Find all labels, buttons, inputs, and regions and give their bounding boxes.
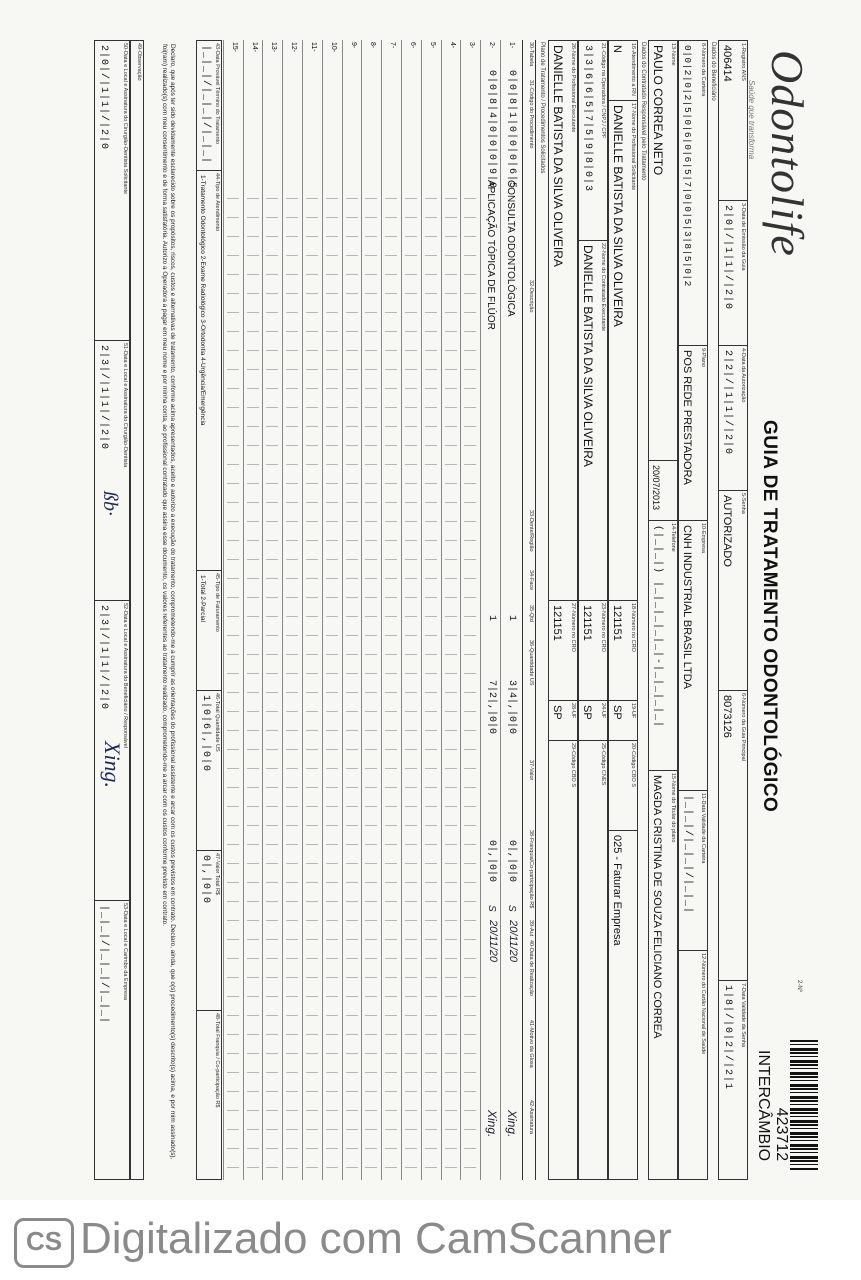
table-row[interactable] bbox=[243, 40, 263, 1180]
form-title: GUIA DE TRATAMENTO ODONTOLÓGICO bbox=[759, 420, 780, 813]
table-row[interactable] bbox=[262, 40, 282, 1180]
contratado-row-3 bbox=[548, 40, 578, 1180]
senha-label: 5-Senha bbox=[740, 493, 746, 514]
nome-label: 13-Nome bbox=[670, 43, 676, 66]
guide-info-row bbox=[718, 40, 748, 1180]
nascimento-cell bbox=[649, 461, 677, 521]
col-tabela: 30-Tabela bbox=[528, 42, 534, 67]
carteira-cell bbox=[679, 41, 707, 346]
guide-number-block bbox=[754, 1050, 790, 1161]
uf-contratado-cell bbox=[579, 701, 607, 741]
procedure-qtd[interactable]: 1 bbox=[506, 615, 517, 622]
executante-cell bbox=[549, 41, 577, 601]
cns-cell bbox=[679, 951, 707, 1179]
cbo-cell bbox=[609, 741, 637, 831]
telefone-value[interactable]: (|_|_|) |_|_|_|_|_|-|_|_|_|_| bbox=[652, 525, 663, 729]
executante-value[interactable]: DANIELLE BATISTA DA SILVA OLIVEIRA bbox=[551, 45, 565, 267]
table-row[interactable] bbox=[381, 40, 401, 1180]
empty-row-boxes bbox=[266, 180, 278, 1180]
table-row[interactable] bbox=[500, 40, 520, 1180]
camscanner-watermark bbox=[0, 1200, 861, 1280]
assinatura-executante-date[interactable]: 2|3|/|1|1|/|2|0 bbox=[98, 345, 109, 451]
row-number: 4- bbox=[448, 42, 456, 49]
profissional-label: 17-Nome do Profissional Solicitante bbox=[630, 103, 636, 191]
registro-ans-label: 1-Registro ANS bbox=[740, 43, 746, 81]
titular-label: 15-Nome do Titular do plano bbox=[670, 773, 676, 843]
procedure-qty-us[interactable]: 7|2|,|0|0 bbox=[486, 680, 498, 735]
beneficiario-row-1 bbox=[678, 40, 708, 1180]
assinatura-executante-label: 51-Data e Local e Assinatura do Cirurgião-Dentista bbox=[122, 343, 128, 468]
row-number: 11- bbox=[310, 42, 317, 52]
uf-executante-value[interactable]: SP bbox=[551, 705, 563, 720]
plano-cell bbox=[679, 346, 707, 521]
empresa-value[interactable]: CNH INDUSTRIAL BRASIL LTDA bbox=[681, 525, 693, 690]
total-franquia-cell bbox=[197, 1011, 221, 1179]
data-validade-cell bbox=[719, 981, 747, 1179]
cnes-label: 25-Código CNES bbox=[600, 743, 606, 786]
tipo-faturamento-cell bbox=[197, 571, 221, 691]
procedure-date[interactable]: 20/11/20 bbox=[487, 920, 500, 963]
codigo-operadora-label: 21-Código na Operadora / CNPJ / CPF bbox=[600, 43, 606, 139]
col-motivo: 41-Motivo da Glosa bbox=[528, 1020, 534, 1068]
rn-cell bbox=[609, 41, 637, 101]
total-us-cell bbox=[197, 691, 221, 851]
valor-total-value[interactable]: 0|,|0|0 bbox=[200, 855, 211, 905]
carimbo-empresa-date[interactable]: |_|_|/|_|_|/|_|_| bbox=[98, 905, 109, 1025]
procedimentos-header bbox=[522, 40, 536, 1180]
cro-contratado-label: 23-Número no CRO bbox=[600, 603, 606, 652]
guia-principal-value[interactable]: 8073126 bbox=[721, 695, 733, 738]
barcode bbox=[790, 1040, 818, 1170]
carimbo-empresa-label: 53-Data e Local e Carimbo da Empresa bbox=[122, 903, 128, 1000]
data-autorizacao-value[interactable]: 2|2|/|1|1|/|2|0 bbox=[722, 350, 733, 456]
nome-cell bbox=[649, 41, 677, 461]
nome-value[interactable]: PAULO CORREA NETO bbox=[651, 45, 665, 176]
col-aut: 39-Aut bbox=[528, 920, 534, 937]
col-codigo: 31-Código do Procedimento bbox=[528, 80, 534, 149]
procedure-aut[interactable]: S bbox=[506, 905, 517, 912]
contratado-section-label: Dados do Contratado Responsável pelo Tratamento bbox=[640, 42, 646, 181]
empty-row-boxes bbox=[365, 180, 377, 1180]
totais-row bbox=[196, 40, 222, 1180]
data-autorizacao-label: 4-Data da Autorização bbox=[740, 348, 746, 403]
table-row[interactable] bbox=[342, 40, 362, 1180]
version-mark: 2-Nº bbox=[796, 980, 802, 992]
data-autorizacao-cell bbox=[719, 346, 747, 491]
row-number: 14- bbox=[250, 42, 258, 53]
col-valor: 37-Valor bbox=[528, 760, 534, 781]
observacao-row bbox=[130, 40, 144, 1180]
assinatura-beneficiario-label: 52-Data e Local e Assinatura do Beneficiário / Responsável bbox=[122, 603, 128, 748]
uf-contratado-label: 24-UF bbox=[600, 703, 606, 719]
plano-value[interactable]: POS REDE PRESTADORA bbox=[681, 350, 693, 485]
col-descricao: 32-Descrição bbox=[528, 280, 534, 313]
data-termino-label: 43-Data Provável Término do Tratamento bbox=[214, 43, 220, 145]
empty-row-boxes bbox=[306, 180, 318, 1180]
observacao-label: 49-Observação bbox=[136, 43, 142, 81]
profissional-cell bbox=[609, 101, 637, 601]
procedure-qtd[interactable]: 1 bbox=[486, 615, 498, 622]
col-qtd: 35-Qtd bbox=[528, 605, 534, 622]
tipo-atendimento-options[interactable]: 1-Tratamento Odontológico 2-Exame Radiológico 3-Ortodontia 4-Urgência/Emergência bbox=[199, 175, 206, 426]
table-row[interactable] bbox=[361, 40, 381, 1180]
validade-carteira-cell bbox=[679, 791, 707, 951]
procedure-description[interactable]: CONSULTA ODONTOLÓGICA bbox=[505, 180, 516, 317]
cro-executante-value[interactable]: 121151 bbox=[551, 605, 563, 641]
col-data: 40-Data de Realização bbox=[528, 940, 534, 996]
cro-executante-label: 27-Número no CRO bbox=[570, 603, 576, 652]
row-number: 9- bbox=[349, 42, 357, 49]
nascimento-value[interactable]: 20/07/2013 bbox=[651, 465, 661, 511]
faturar-cell bbox=[609, 831, 637, 1179]
procedure-description[interactable]: APLICAÇÃO TÓPICA DE FLÚOR bbox=[485, 180, 497, 330]
validade-carteira-label: 11-Data Validade da Carteira bbox=[700, 793, 706, 864]
executante-signature: ßb· bbox=[99, 491, 121, 516]
cro-contratado-value[interactable]: 121151 bbox=[581, 605, 593, 641]
procedure-qty-us[interactable]: 3|4|,|0|0 bbox=[506, 680, 517, 735]
row-number: 8- bbox=[369, 42, 377, 49]
uf-contratado-value[interactable]: SP bbox=[581, 705, 593, 720]
assinatura-beneficiario-date[interactable]: 2|3|/|1|1|/|2|0 bbox=[98, 605, 109, 711]
data-validade-label: 7-Data Validade da Senha bbox=[740, 983, 746, 1048]
plano-label: 9-Plano bbox=[700, 348, 706, 367]
assinatura-beneficiario-cell bbox=[95, 601, 129, 901]
procedure-code[interactable]: 0|0|8|1|0|0|0|6|5 bbox=[506, 70, 517, 190]
row-number: 6- bbox=[409, 42, 416, 49]
registro-ans-cell bbox=[719, 41, 747, 201]
cro-cell bbox=[609, 601, 637, 701]
data-emissao-cell bbox=[719, 201, 747, 346]
procedimentos-section-label: Plano de Tratamento / Procedimentos Solicitados bbox=[539, 42, 545, 174]
empresa-label: 10-Empresa bbox=[700, 523, 706, 553]
table-row[interactable] bbox=[322, 40, 342, 1180]
data-termino-value[interactable]: |_|_|/|_|_|/|_|_| bbox=[200, 45, 211, 165]
declaration-text: Declaro, que após ter sido devidamente esclarecido sobre os propósitos, riscos, custos e alternativas de tratamento, conforme acima apresentados, aceito e autorizo a execução do tratamento, comprometendo-me a cumprir as orientações do profissional assistente e arcar com os custos previstos em contrato. Declaro, ainda, que o(s) procedimento(s) descrito(s) acima, e por mim assinado(s), foi(ram) realizado(s) com meu consentimento e de forma satisfatória. Autorizo a Operadora a pagar em meu nome e por minha conta, ao profissional contratado que assina esse documento, os valores referentes ao tratamento realizado, comprometendo-me a arcar com os custos conforme previsto em contrato. bbox=[161, 44, 176, 1160]
data-emissao-value[interactable]: 2|0|/|1|1|/|2|0 bbox=[722, 205, 733, 311]
cro-label: 18-Número no CRO bbox=[630, 603, 636, 652]
camscanner-text: Digitalizado com CamScanner bbox=[80, 1214, 672, 1263]
total-us-label: 46-Total Quantidade US bbox=[214, 693, 220, 752]
total-franquia-label: 48-Total Franquia / Co-participação R$ bbox=[214, 1013, 220, 1108]
row-number: 13- bbox=[270, 42, 278, 53]
executante-label: 26-Nome do Profissional Executante bbox=[570, 43, 576, 133]
uf-value[interactable]: SP bbox=[611, 705, 623, 720]
contratado-row-2 bbox=[578, 40, 608, 1180]
col-qtd-us: 36-Quantidade US bbox=[528, 640, 534, 686]
empty-row-boxes bbox=[286, 180, 298, 1180]
contratado-nome-value[interactable]: DANIELLE BATISTA DA SILVA OLIVEIRA bbox=[581, 245, 595, 467]
assinaturas-row bbox=[94, 40, 130, 1180]
col-dente: 33-Dente/Região bbox=[528, 510, 534, 552]
table-row[interactable] bbox=[223, 40, 243, 1180]
cro-value[interactable]: 121151 bbox=[611, 605, 623, 641]
rn-value[interactable]: N bbox=[611, 45, 623, 53]
guia-principal-cell bbox=[719, 691, 747, 981]
empty-row-boxes bbox=[227, 180, 239, 1180]
faturar-value: 025 - Faturar Empresa bbox=[611, 835, 623, 946]
guide-type: INTERCÂMBIO bbox=[755, 1050, 772, 1162]
table-row[interactable] bbox=[421, 40, 441, 1180]
codigo-operadora-value[interactable]: 3|3|6|6|5|7|5|9|8|0|3 bbox=[582, 45, 593, 193]
rn-label: 16-Atendimento a RN bbox=[630, 43, 636, 96]
procedure-franquia[interactable]: 0|,|0|0 bbox=[486, 840, 498, 883]
contratado-row-1 bbox=[608, 40, 638, 1180]
col-face: 34-Face bbox=[528, 570, 534, 591]
data-validade-value[interactable]: 1|8|/|0|2|/|2|1 bbox=[722, 985, 733, 1091]
codigo-operadora-cell bbox=[579, 41, 607, 241]
carimbo-empresa-cell bbox=[95, 901, 129, 1179]
guia-principal-label: 6-Número da Guia Principal bbox=[740, 693, 746, 761]
empresa-cell bbox=[679, 521, 707, 791]
cns-label: 12-Número do Cartão Nacional de Saúde bbox=[700, 953, 706, 1055]
empty-row-boxes bbox=[464, 180, 476, 1180]
assinatura-cirurgiao-label: 50-Data e Local e Assinatura do Cirurgião-Dentista Solicitante bbox=[122, 43, 128, 195]
cbo-executante-label: 29-Código CBO S bbox=[570, 743, 576, 788]
assinatura-executante-cell bbox=[95, 341, 129, 601]
valor-total-cell bbox=[197, 851, 221, 1011]
beneficiario-signature: Xing. bbox=[100, 741, 125, 789]
empty-row-boxes bbox=[425, 180, 437, 1180]
telefone-label: 14-Telefone bbox=[670, 523, 676, 552]
col-franquia: 38-Franquia/Co-participação R$ bbox=[528, 830, 534, 909]
telefone-cell bbox=[649, 521, 677, 771]
procedure-signature[interactable]: Xing. bbox=[485, 1110, 500, 1138]
beneficiario-section-label: Dados do Beneficiário bbox=[710, 42, 716, 101]
empty-row-boxes bbox=[405, 180, 417, 1180]
odontolife-logo: Odontolife bbox=[762, 50, 813, 257]
procedure-date[interactable]: 20/11/20 bbox=[507, 920, 519, 963]
procedure-code[interactable]: 0|0|8|4|0|0|0|9|0 bbox=[486, 70, 498, 190]
dental-treatment-form bbox=[40, 40, 820, 1180]
procedure-aut[interactable]: S bbox=[486, 905, 498, 912]
contratado-nome-label: 22-Nome do Contratado Executante bbox=[600, 243, 606, 332]
procedure-signature[interactable]: Xing. bbox=[505, 1110, 519, 1138]
empty-row-boxes bbox=[326, 180, 338, 1180]
col-assinatura: 42-Assinatura bbox=[528, 1100, 534, 1134]
contratado-nome-cell bbox=[579, 241, 607, 601]
registro-ans-value[interactable]: 406414 bbox=[721, 45, 733, 82]
cro-executante-cell bbox=[549, 601, 577, 701]
row-number: 3- bbox=[468, 42, 476, 49]
row-number: 1- bbox=[508, 42, 515, 49]
titular-value[interactable]: MAGDA CRISTINA DE SOUZA FELICIANO CORREA bbox=[651, 775, 663, 1039]
beneficiario-row-2 bbox=[648, 40, 678, 1180]
tipo-atendimento-cell bbox=[197, 171, 221, 571]
profissional-value[interactable]: DANIELLE BATISTA DA SILVA OLIVEIRA bbox=[611, 105, 625, 327]
cbo-label: 20-Código CBO S bbox=[630, 743, 636, 788]
row-number: 15- bbox=[230, 42, 238, 53]
table-row[interactable] bbox=[441, 40, 461, 1180]
table-row[interactable] bbox=[302, 40, 322, 1180]
assinatura-cirurgiao-cell bbox=[95, 41, 129, 341]
row-number: 7- bbox=[389, 42, 397, 49]
assinatura-cirurgiao-date[interactable]: 2|0|/|1|1|/|2|0 bbox=[98, 45, 109, 151]
empty-row-boxes bbox=[346, 180, 358, 1180]
table-row[interactable] bbox=[460, 40, 480, 1180]
uf-executante-cell bbox=[549, 701, 577, 741]
validade-carteira-value[interactable]: |_|_|/|_|_|/|_|_| bbox=[682, 795, 693, 915]
carteira-label: 8-Número da Carteira bbox=[700, 43, 706, 97]
uf-label: 19-UF bbox=[630, 703, 636, 719]
total-us-value[interactable]: 1|0|6|,|0|0 bbox=[200, 695, 211, 773]
row-number: 10- bbox=[329, 42, 337, 53]
tipo-atendimento-label: 44-Tipo de Atendimento bbox=[214, 173, 220, 232]
uf-executante-label: 28-UF bbox=[570, 703, 576, 719]
table-row[interactable] bbox=[401, 40, 421, 1180]
tipo-faturamento-label: 45-Tipo de Faturamento bbox=[214, 573, 220, 632]
procedure-franquia[interactable]: 0|,|0|0 bbox=[506, 840, 517, 883]
logo-tagline: Saúde que transforma bbox=[747, 80, 756, 160]
cro-contratado-cell bbox=[579, 601, 607, 701]
empty-row-boxes bbox=[247, 180, 259, 1180]
row-number: 2- bbox=[488, 42, 496, 49]
senha-cell bbox=[719, 491, 747, 691]
table-row[interactable] bbox=[480, 40, 500, 1180]
titular-cell bbox=[649, 771, 677, 1179]
carteira-value[interactable]: 0|0|2|0|2|5|0|6|0|6|5|7|0|0|5|3|8|5|0|2 bbox=[682, 45, 693, 287]
table-row[interactable] bbox=[282, 40, 302, 1180]
data-termino-cell bbox=[197, 41, 221, 171]
empty-row-boxes bbox=[445, 180, 457, 1180]
camscanner-logo-icon: CS bbox=[14, 1218, 74, 1268]
cbo-executante-cell bbox=[549, 741, 577, 831]
empty-row-boxes bbox=[385, 180, 397, 1180]
cnes-cell bbox=[579, 741, 607, 831]
valor-total-label: 47-Valor Total R$ bbox=[214, 853, 220, 895]
uf-cell bbox=[609, 701, 637, 741]
row-number: 12- bbox=[290, 42, 298, 53]
senha-value[interactable]: AUTORIZADO bbox=[721, 495, 733, 567]
guide-number: 423712 bbox=[773, 1107, 790, 1162]
tipo-faturamento-options[interactable]: 1-Total 2-Parcial bbox=[199, 575, 206, 622]
data-emissao-label: 3-Data de Emissão da Guia bbox=[740, 203, 746, 271]
row-number: 5- bbox=[428, 42, 436, 49]
